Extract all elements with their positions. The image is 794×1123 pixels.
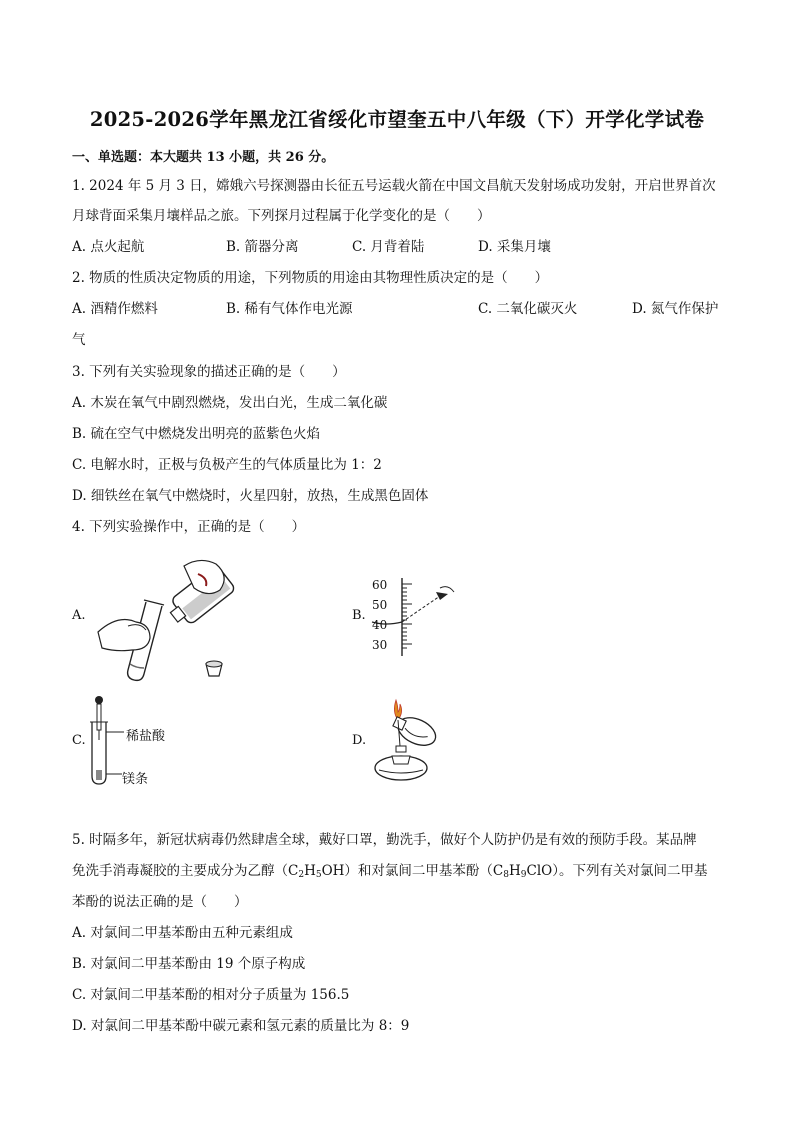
scale-tick-50: 50 xyxy=(372,598,388,612)
section-heading: 一、单选题：本大题共 13 小题，共 26 分。 xyxy=(72,150,335,165)
q1-option-c[interactable]: C. 月背着陆 xyxy=(352,239,425,255)
q5-stem-line1: 5. 时隔多年，新冠状病毒仍然肆虐全球，戴好口罩，勤洗手，做好个人防护仍是有效的预防手段。某品牌 xyxy=(72,832,697,848)
q3-option-c[interactable]: C. 电解水时，正极与负极产生的气体质量比为 1：2 xyxy=(72,457,382,473)
q5-option-a[interactable]: A. 对氯间二甲基苯酚由五种元素组成 xyxy=(72,925,293,941)
q4-stem: 4. 下列实验操作中，正确的是（ ） xyxy=(72,519,306,535)
q1-option-b[interactable]: B. 箭器分离 xyxy=(226,239,299,255)
q1-stem-line2: 月球背面采集月壤样品之旅。下列探月过程属于化学变化的是（ ） xyxy=(72,208,491,224)
q1-stem-line1: 1. 2024 年 5 月 3 日，嫦娥六号探测器由长征五号运载火箭在中国文昌航天发射场成功发射，开启世界首次 xyxy=(72,178,716,194)
q5-stem-line2: 免洗手消毒凝胶的主要成分为乙醇$(C_2H_5OH)$和对氯间二甲基苯酚$(C_8H_9ClO)$。下列有关对氯间二甲基 xyxy=(72,863,708,880)
q5-option-c[interactable]: C. 对氯间二甲基苯酚的相对分子质量为 156.5 xyxy=(72,987,350,1003)
q1-option-a[interactable]: A. 点火起航 xyxy=(72,239,145,255)
q2-option-c[interactable]: C. 二氧化碳灭火 xyxy=(478,301,578,317)
q2-option-b[interactable]: B. 稀有气体作电光源 xyxy=(226,301,353,317)
q2-option-a[interactable]: A. 酒精作燃料 xyxy=(72,301,158,317)
q4-option-c-label[interactable]: C. xyxy=(72,733,86,748)
q3-option-d[interactable]: D. 细铁丝在氧气中燃烧时，火星四射，放热，生成黑色固体 xyxy=(72,488,429,504)
q4-option-a-label[interactable]: A. xyxy=(72,608,86,623)
scale-tick-30: 30 xyxy=(372,638,388,652)
q2-option-d-wrap: 气 xyxy=(72,332,86,348)
q4-option-b-label[interactable]: B. xyxy=(352,608,366,623)
q3-option-a[interactable]: A. 木炭在氧气中剧烈燃烧，发出白光，生成二氧化碳 xyxy=(72,395,388,411)
pouring-liquid-illustration xyxy=(88,552,258,682)
q3-stem: 3. 下列有关实验现象的描述正确的是（ ） xyxy=(72,364,346,380)
q4-option-d-label[interactable]: D. xyxy=(352,733,367,748)
q1-option-d[interactable]: D. 采集月壤 xyxy=(478,239,551,255)
label-hydrochloric-acid: 稀盐酸 xyxy=(126,729,166,744)
label-magnesium-strip: 镁条 xyxy=(122,772,149,787)
scale-tick-40: 40 xyxy=(372,618,388,632)
q2-stem-line1: 2. 物质的性质决定物质的用途，下列物质的用途由其物理性质决定的是（ ） xyxy=(72,270,549,286)
q5-option-b[interactable]: B. 对氯间二甲基苯酚由 19 个原子构成 xyxy=(72,956,306,972)
page-title: 2025-2026学年黑龙江省绥化市望奎五中八年级（下）开学化学试卷 xyxy=(89,108,705,131)
scale-tick-60: 60 xyxy=(372,578,388,592)
alcohol-lamp-lighting-illustration xyxy=(370,694,450,786)
q3-option-b[interactable]: B. 硫在空气中燃烧发出明亮的蓝紫色火焰 xyxy=(72,426,321,442)
q5-option-d[interactable]: D. 对氯间二甲基苯酚中碳元素和氢元素的质量比为 8：9 xyxy=(72,1018,410,1034)
q2-option-d[interactable]: D. 氮气作保护 xyxy=(632,301,719,317)
q5-stem-line3: 苯酚的说法正确的是（ ） xyxy=(72,894,248,910)
